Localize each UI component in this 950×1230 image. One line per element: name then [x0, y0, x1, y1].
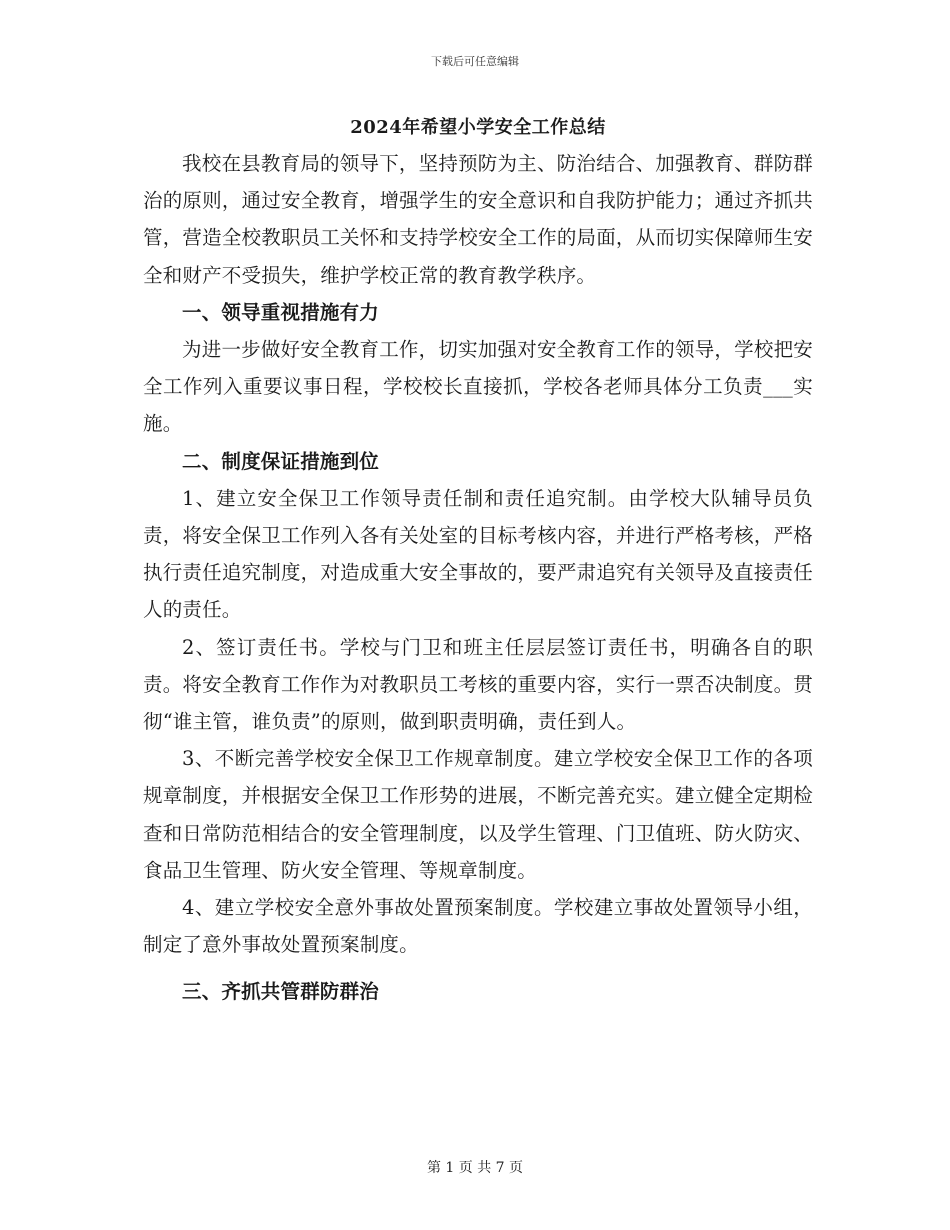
section-2-paragraph-1: 1、建立安全保卫工作领导责任制和责任追究制。由学校大队辅导员负责，将安全保卫工作列入各有关处室的目标考核内容，并进行严格考核，严格执行责任追究制度，对造成重大安全事故的，要严肃追究有关领导及直接责任人的责任。	[143, 486, 813, 622]
document-body	[143, 113, 813, 1011]
document-title: 2024年希望小学安全工作总结	[350, 117, 606, 138]
section-2-heading: 二、制度保证措施到位	[182, 449, 380, 473]
page-number-footer: 第 1 页 共 7 页	[426, 1160, 524, 1176]
section-1-heading: 一、领导重视措施有力	[182, 300, 380, 324]
section-2-paragraph-3: 3、不断完善学校安全保卫工作规章制度。建立学校安全保卫工作的各项规章制度，并根据安全保卫工作形势的进展，不断完善充实。建立健全定期检查和日常防范相结合的安全管理制度，以及学生管理、门卫值班、防火防灾、食品卫生管理、防火安全管理、等规章制度。	[143, 747, 813, 882]
section-3-heading: 三、齐抓共管群防群治	[182, 980, 380, 1004]
intro-paragraph: 我校在县教育局的领导下，坚持预防为主、防治结合、加强教育、群防群治的原则，通过安全教育，增强学生的安全意识和自我防护能力；通过齐抓共管，营造全校教职员工关怀和支持学校安全工作的局面，从而切实保障师生安全和财产不受损失，维护学校正常的教育教学秩序。	[143, 152, 813, 287]
section-1-paragraph-1: 为进一步做好安全教育工作，切实加强对安全教育工作的领导，学校把安全工作列入重要议事日程，学校校长直接抓，学校各老师具体分工负责___实施。	[143, 338, 813, 436]
section-2-paragraph-4: 4、建立学校安全意外事故处置预案制度。学校建立事故处置领导小组，制定了意外事故处置预案制度。	[143, 896, 813, 957]
page-header-note: 下载后可任意编辑	[431, 55, 519, 68]
section-2-paragraph-2: 2、签订责任书。学校与门卫和班主任层层签订责任书，明确各自的职责。将安全教育工作作为对教职员工考核的重要内容，实行一票否决制度。贯彻“谁主管，谁负责”的原则，做到职责明确，责任到人。	[143, 635, 813, 734]
